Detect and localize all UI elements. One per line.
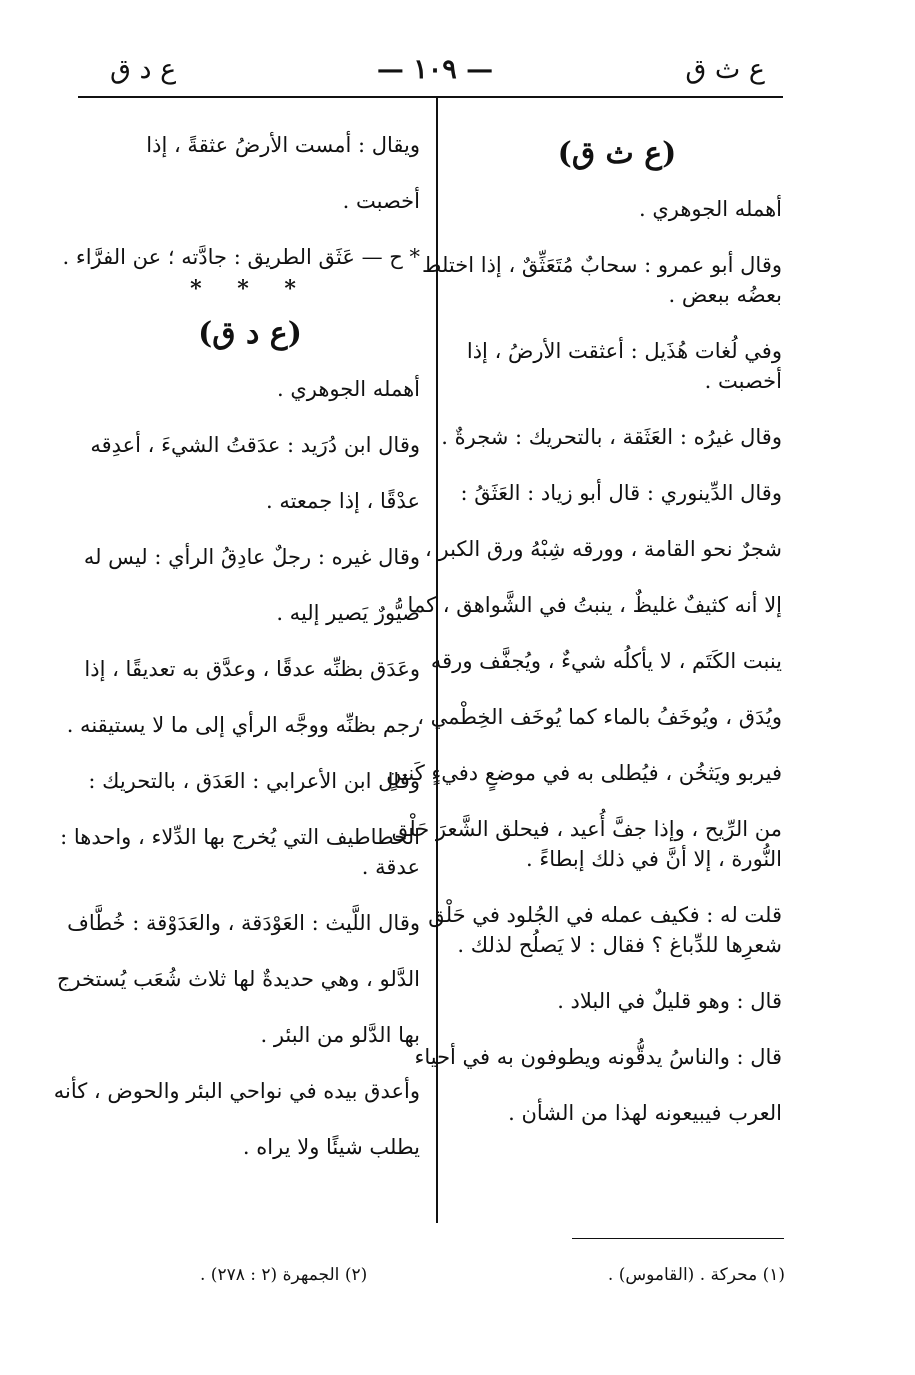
text-line: قال : وهو قليلٌ في البلاد .: [557, 989, 782, 1013]
text-line: بها الدَّلو من البئر .: [260, 1023, 420, 1047]
text-line: أخصبت .: [704, 369, 782, 393]
text-line: الدَّلو ، وهي حديدةٌ لها ثلاث شُعَب يُستخرج: [56, 967, 420, 991]
text-line: شعرِها للدِّباغ ؟ فقال : لا يَصلُح لذلك .: [457, 933, 782, 957]
footnote-rule: [572, 1238, 784, 1239]
text-line: النُّورة ، إلا أنَّ في ذلك إبطاءً .: [526, 847, 782, 871]
text-line: أخصبت .: [342, 189, 420, 213]
text-line: وعَدَق بظنِّه عدقًا ، وعدَّق به تعديقًا ، إذا: [84, 657, 420, 681]
header-rule: [78, 96, 783, 98]
text-line: يطلب شيئًا ولا يراه .: [242, 1135, 420, 1159]
running-head-left: ع د ق: [110, 54, 177, 85]
left-column: [53, 108, 420, 1162]
footnote-1: (١) محركة . (القاموس) .: [607, 1265, 785, 1285]
text-line: وفي لُغات هُذَيل : أعثقت الأرضُ ، إذا: [466, 339, 782, 363]
text-line: وقال الدِّينوري : قال أبو زياد : العَثَقُ :: [460, 481, 782, 505]
text-line: ينبت الكَتَم ، لا يأكلُه شيءٌ ، ويُجفَّف ورقه: [430, 649, 782, 673]
text-line: وقال اللَّيث : العَوْدَقة ، والعَدَوْقة : خُطَّاف: [67, 911, 420, 935]
text-line: وقال ابن الأعرابي : العَدَق ، بالتحريك :: [88, 769, 420, 793]
entry-heading: (ع د ق): [198, 316, 302, 351]
text-line: بعضُه ببعض .: [668, 283, 782, 307]
text-line: صيُّورٌ يَصير إليه .: [276, 601, 420, 625]
text-line: وأعدق بيده في نواحي البئر والحوض ، كأنه: [53, 1079, 420, 1103]
footnote-2: (٢) الجمهرة (٢ : ٢٧٨) .: [200, 1265, 368, 1285]
page-number: — ١٠٩ —: [376, 54, 494, 85]
text-line: عدْقًا ، إذا جمعته .: [265, 489, 420, 513]
text-line: العرب فيبيعونه لهذا من الشأن .: [508, 1101, 782, 1125]
text-line: ويقال : أمست الأرضُ عثقةً ، إذا: [146, 133, 420, 157]
text-line: أهمله الجوهري .: [276, 377, 420, 401]
text-line: وقال غيره : رجلٌ عادِقُ الرأي : ليس له: [83, 545, 420, 569]
text-line: فيربو ويَثخُن ، فيُطلى به في موضعٍ دفيءٍ كَنينٍ: [386, 761, 782, 785]
running-head-right: ع ث ق: [685, 54, 765, 85]
text-line: أهمله الجوهري .: [638, 197, 782, 221]
text-line: وقال أبو عمرو : سحابٌ مُتَعَثِّقٌ ، إذا اختلط: [422, 253, 782, 277]
text-line: * ح — عَثَق الطريق : جادَّته ؛ عن الفرَّاء .: [62, 245, 420, 269]
text-line: وقال غيرُه : العَثَقة ، بالتحريك : شجرةٌ .: [441, 425, 782, 449]
text-line: من الرِّيح ، وإذا جفَّ أُعيد ، فيحلق الشَّعرَ حَلْق: [391, 817, 782, 841]
text-line: قلت له : فكيف عمله في الجُلود في حَلْق: [428, 903, 782, 927]
text-line: وقال ابن دُرَيد : عدَقتُ الشيءَ ، أعدِقه: [90, 433, 420, 457]
text-line: إلا أنه كثيفٌ غليظٌ ، ينبتُ في الشَّواهق ، كما: [407, 593, 782, 617]
text-line: الخطاطيف التي يُخرج بها الدِّلاء ، واحدها :: [60, 825, 420, 849]
text-line: ويُدَق ، ويُوخَفُ بالماء كما يُوخَف الخِطْمي ،: [417, 705, 782, 729]
text-line: قال : والناسُ يدقُّونه ويطوفون به في أحياء: [414, 1045, 782, 1069]
section-separator: * * *: [190, 276, 310, 302]
text-line: شجرٌ نحو القامة ، وورقه شِبْهُ ورق الكبر ،: [425, 537, 782, 561]
text-line: عدقة .: [361, 855, 420, 879]
text-line: رجم بظنِّه ووجَّه الرأي إلى ما لا يستيقنه .: [66, 713, 420, 737]
entry-heading: (ع ث ق): [557, 136, 677, 171]
